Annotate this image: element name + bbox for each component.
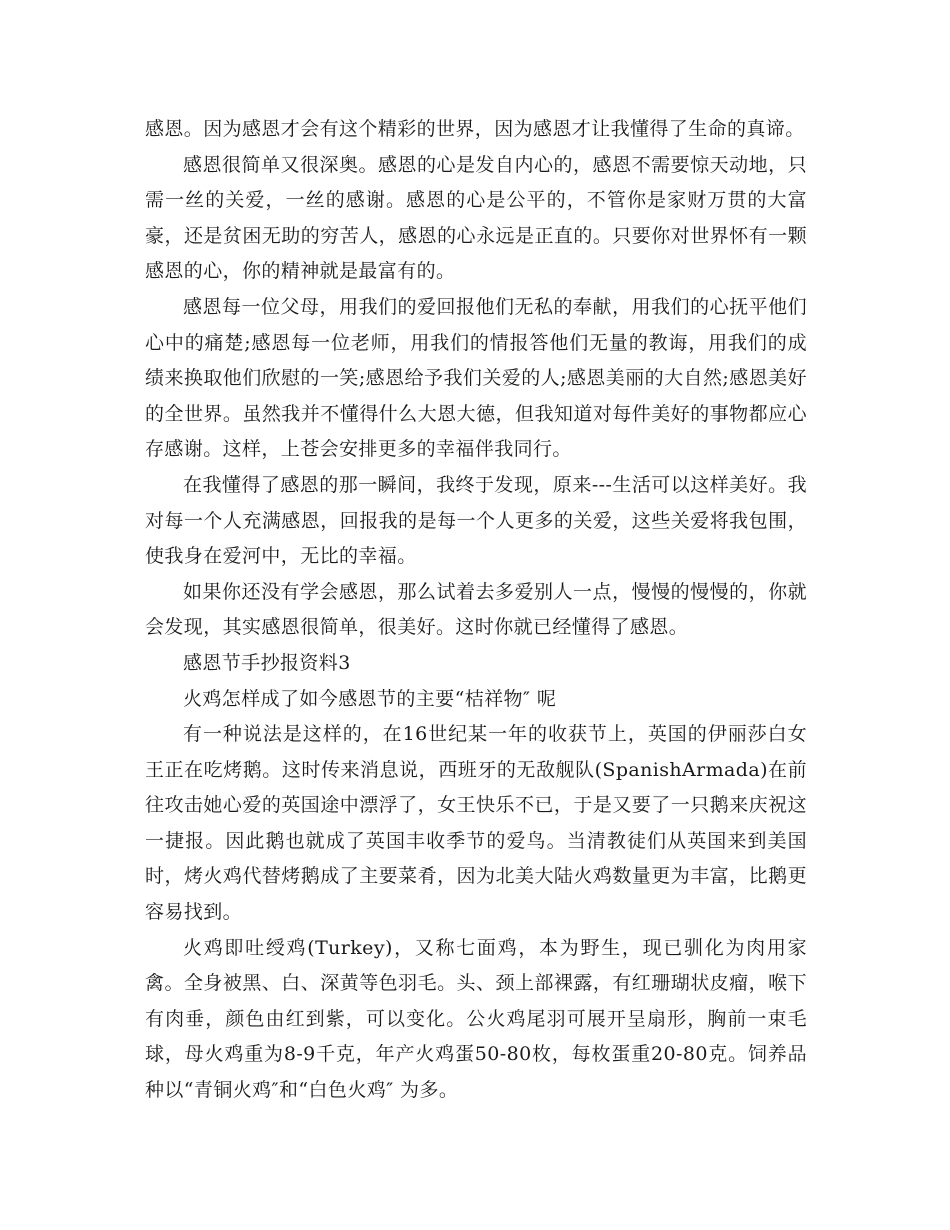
paragraph-3: 感恩每一位父母，用我们的爱回报他们无私的奉献，用我们的心抚平他们心中的痛楚;感恩每一位老师，用我们的情报答他们无量的教诲，用我们的成绩来换取他们欣慰的一笑;感恩给予我们关爱的人;感恩美丽的大自然;感恩美好的全世界。虽然我并不懂得什么大恩大德，但我知道对每件美好的事物都应心存感谢。这样，上苍会安排更多的幸福伴我同行。 (145, 295, 807, 461)
section-question: 火鸡怎样成了如今感恩节的主要“桔祥物″ 呢 (183, 687, 557, 710)
paragraph-5: 如果你还没有学会感恩，那么试着去多爱别人一点，慢慢的慢慢的，你就会发现，其实感恩很简单，很美好。这时你就已经懂得了感恩。 (145, 580, 807, 639)
paragraph-8: 有一种说法是这样的，在16世纪某一年的收获节上，英国的伊丽莎白女王正在吃烤鹅。这时传来消息说，西班牙的无敌舰队(SpanishArmada)在前往攻击她心爱的英国途中漂浮了，女王快乐不已，于是又要了一只鹅来庆祝这一捷报。因此鹅也就成了英国丰收季节的爱鸟。当清教徒们从英国来到美国时，烤火鸡代替烤鹅成了主要菜肴，因为北美大陆火鸡数量更为丰富，比鹅更容易找到。 (145, 723, 807, 924)
paragraph-1: 感恩。因为感恩才会有这个精彩的世界，因为感恩才让我懂得了生命的真谛。 (145, 118, 805, 140)
paragraph-9: 火鸡即吐绶鸡(Turkey)，又称七面鸡，本为野生，现已驯化为肉用家禽。全身被黑、白、深黄等色羽毛。头、颈上部裸露，有红珊瑚状皮瘤，喉下有肉垂，颜色由红到紫，可以变化。公火鸡尾羽可展开呈扇形，胸前一束毛球，母火鸡重为8-9千克，年产火鸡蛋50-80枚，每枚蛋重20-80克。饲养品种以“青铜火鸡″和“白色火鸡″ 为多。 (145, 936, 807, 1102)
document-body (145, 112, 807, 1109)
paragraph-2: 感恩很简单又很深奥。感恩的心是发自内心的，感恩不需要惊天动地，只需一丝的关爱，一丝的感谢。感恩的心是公平的，不管你是家财万贯的大富豪，还是贫困无助的穷苦人，感恩的心永远是正直的。只要你对世界怀有一颗感恩的心，你的精神就是最富有的。 (145, 153, 807, 283)
paragraph-4: 在我懂得了感恩的那一瞬间，我终于发现，原来---生活可以这样美好。我对每一个人充满感恩，回报我的是每一个人更多的关爱，这些关爱将我包围，使我身在爱河中，无比的幸福。 (145, 473, 807, 568)
section-heading: 感恩节手抄报资料3 (183, 651, 351, 674)
